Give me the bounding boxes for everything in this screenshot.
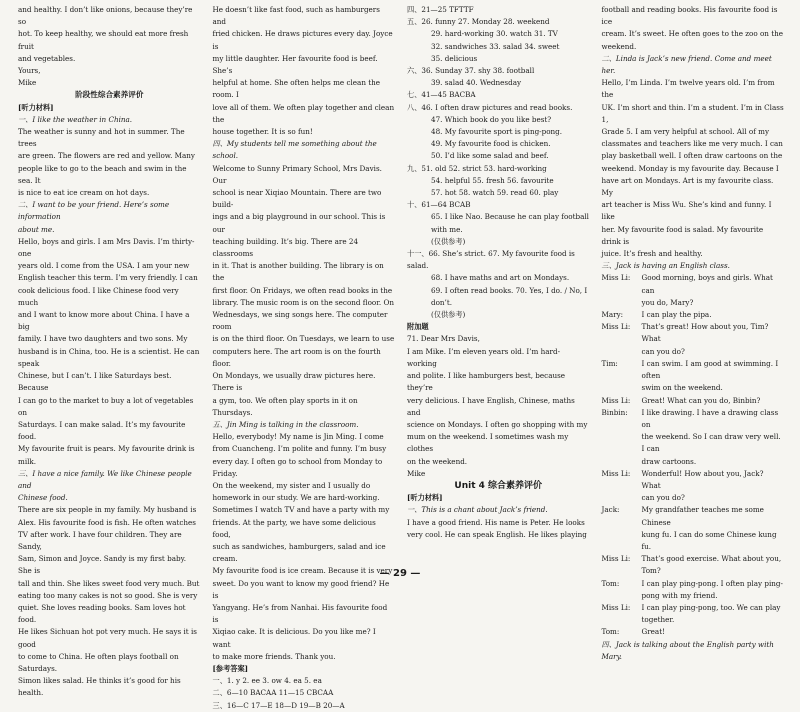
dialogue-line xyxy=(602,504,785,528)
text-line: 39. salad 40. Wednesday xyxy=(431,78,522,88)
speaker-label xyxy=(602,456,642,468)
speaker-label: Mary: xyxy=(601,310,624,320)
text-line: science on Mondays. I often go shopping with my xyxy=(407,419,588,429)
question-prompt: 五、Jin Ming is talking in the classroom. xyxy=(212,419,359,429)
dialogue-text: Great! What can you do, Binbin? xyxy=(641,395,761,405)
text-line: The weather is sunny and hot in summer. The trees xyxy=(18,127,185,149)
text-line: 54. helpful 55. fresh 56. favourite xyxy=(431,175,554,185)
sub-heading: [听力材料] xyxy=(18,102,54,112)
dialogue-text: draw cartoons. xyxy=(641,456,697,466)
text-line: homework in our study. We are hard-working. xyxy=(212,493,380,503)
text-line: classmates and teachers like me very much. I can xyxy=(601,139,783,149)
question-prompt: 三、Jack is having an English class. xyxy=(601,261,730,271)
speaker-label: Miss Li: xyxy=(601,273,631,283)
text-line: 48. My favourite sport is ping-pong. xyxy=(431,127,563,137)
text-line: fried chicken. He draws pictures every day. Joyce is xyxy=(212,29,393,51)
column-3 xyxy=(407,4,590,564)
text-line: hot. To keep healthy, we should eat more fresh fruit xyxy=(18,29,189,51)
dialogue-text: pong with my friend. xyxy=(641,590,718,600)
dialogue-line xyxy=(602,272,785,296)
dialogue-text: I can swim. I am good at swimming. I often xyxy=(641,358,779,381)
text-line: 七、41—45 BACBA xyxy=(407,90,476,100)
text-line: have art on Mondays. Art is my favourite class. My xyxy=(601,175,774,198)
text-line: house together. It is so fun! xyxy=(212,127,313,137)
text-line: 五、26. funny 27. Monday 28. weekend xyxy=(407,17,550,27)
dialogue-line xyxy=(602,395,785,407)
sub-heading: 附加题 xyxy=(407,322,429,332)
text-line: Yours, xyxy=(18,66,41,76)
text-line: family. I have two daughters and two sons. My xyxy=(18,334,188,344)
text-line: on the weekend. xyxy=(407,456,468,466)
text-line: and vegetables. xyxy=(18,53,76,63)
sub-heading: [参考答案] xyxy=(212,663,249,673)
text-line: and I want to know more about China. I have a big xyxy=(18,310,190,332)
text-line: My favourite food is ice cream. Because it is very xyxy=(212,566,393,576)
text-line: cream. It’s sweet. He often goes to the zoo on the xyxy=(601,29,783,39)
text-line: 八、46. I often draw pictures and read books. xyxy=(407,102,573,112)
dialogue-line xyxy=(602,382,785,394)
dialogue-text: I like drawing. I have a drawing class on xyxy=(641,407,779,429)
speaker-label xyxy=(602,297,642,309)
text-line: are green. The flowers are red and yellow. Many xyxy=(18,151,195,161)
text-line: in it. That is another building. The library is on the xyxy=(212,261,384,283)
text-line: weekend. Monday is my favourite day. Because I xyxy=(601,163,779,173)
speaker-label: Miss Li: xyxy=(601,554,631,564)
text-line: from Cuancheng. I’m polite and funny. I’m busy xyxy=(212,444,387,454)
text-line: Mike xyxy=(18,78,37,88)
text-line: tall and thin. She likes sweet food very much. But xyxy=(18,578,200,588)
question-prompt: 一、I like the weather in China. xyxy=(18,114,133,124)
text-line: TV after work. I have four children. They are Sandy, xyxy=(18,529,182,551)
text-line: husband is in China, too. He is a scientist. He can speak xyxy=(18,346,200,368)
text-line: Grade 5. I am very helpful at school. All of my xyxy=(601,127,770,137)
text-line: 一、1. y 2. ee 3. ow 4. ea 5. ea xyxy=(212,676,322,686)
text-line: English teacher this term. I’m very friendly. I can xyxy=(18,273,198,283)
text-line: very delicious. I have English, Chinese, maths and xyxy=(407,395,575,417)
dialogue-text: kung fu. I can do some Chinese kung fu. xyxy=(641,529,777,551)
dialogue-text: That’s good exercise. What about you, Tom? xyxy=(641,554,782,576)
speaker-label: Miss Li: xyxy=(601,468,631,478)
text-line: mum on the weekend. I sometimes wash my clothes xyxy=(407,432,569,454)
dialogue-text: swim on the weekend. xyxy=(641,383,723,393)
column-2 xyxy=(212,4,396,710)
text-line: ings and a big playground in our school. This is our xyxy=(212,212,386,234)
text-line: 32. sandwiches 33. salad 34. sweet xyxy=(431,41,560,51)
text-line: 十、61—64 BCAB xyxy=(407,200,471,210)
text-line: Simon likes salad. He thinks it’s good for his health. xyxy=(18,676,181,698)
dialogue-text: can you do? xyxy=(641,493,685,503)
dialogue-text: Good morning, boys and girls. What can xyxy=(641,273,773,295)
text-line: There are six people in my family. My husband is xyxy=(18,505,197,515)
text-line: I am Mike. I’m eleven years old. I’m hard-working xyxy=(407,346,561,368)
dialogue-line xyxy=(602,407,785,431)
text-line: years old. I come from the USA. I am your new xyxy=(18,261,190,271)
text-line: friends. At the party, we have some delicious food, xyxy=(212,517,376,539)
text-line: 三、16—C 17—E 18—D 19—B 20—A xyxy=(212,700,345,710)
text-line: people like to go to the beach and swim in the sea. It xyxy=(18,163,187,185)
sub-heading: [听力材料] xyxy=(407,493,443,503)
dialogue-text: you do, Mary? xyxy=(641,297,694,307)
text-line: weekend. xyxy=(601,41,637,51)
text-line: 47. Which book do you like best? xyxy=(431,114,552,124)
text-line: is nice to eat ice cream on hot days. xyxy=(18,188,150,198)
text-line: every day. I often go to school from Monday to Friday. xyxy=(212,456,383,478)
text-line: 71. Dear Mrs Davis, xyxy=(407,334,480,344)
speaker-label xyxy=(602,492,642,504)
dialogue-line xyxy=(602,321,785,345)
text-line: 68. I have maths and art on Mondays. xyxy=(431,273,570,283)
text-line: quiet. She loves reading books. Sam loves hot food. xyxy=(18,602,186,625)
text-line: teaching building. It’s big. There are 24 classrooms xyxy=(212,236,359,259)
text-line: Alex. His favourite food is fish. He often watches xyxy=(18,517,196,527)
text-line: play basketball well. I often draw cartoons on the xyxy=(601,151,783,161)
text-line: a gym, too. We often play sports in it on Thursdays. xyxy=(212,395,358,417)
column-4 xyxy=(601,4,785,661)
dialogue-line xyxy=(602,309,785,321)
text-line: Xiqiao cake. It is delicious. Do you like me? I want xyxy=(212,627,376,649)
dialogue-text: I can play ping-pong. I often play ping- xyxy=(641,578,783,588)
text-line: Hello, I’m Linda. I’m twelve years old. I’m from the xyxy=(601,78,775,100)
speaker-label: Binbin: xyxy=(601,407,628,417)
text-line: cook delicious food. I like Chinese food very much xyxy=(18,285,179,307)
text-line: is on the third floor. On Tuesdays, we learn to use xyxy=(212,334,395,344)
dialogue-line xyxy=(602,590,785,602)
text-line: and healthy. I don’t like onions, because they’re so xyxy=(18,5,193,27)
dialogue-line xyxy=(602,602,785,614)
dialogue-text: together. xyxy=(641,615,675,625)
text-line: He doesn’t like fast food, such as hamburgers and xyxy=(212,5,380,27)
question-prompt: 四、Jack is talking about the English party with Mary. xyxy=(601,639,774,661)
text-line: UK. I’m short and thin. I’m a student. I’m in Class 1, xyxy=(601,102,784,124)
section-heading: Unit 4 综合素养评价 xyxy=(454,480,543,491)
text-line: 六、36. Sunday 37. shy 38. football xyxy=(407,66,535,76)
text-line: 57. hot 58. watch 59. read 60. play xyxy=(431,188,559,198)
question-prompt: Chinese food. xyxy=(18,493,68,503)
text-line: my little daughter. Her favourite food is beef. She’s xyxy=(212,53,378,76)
text-line: 九、51. old 52. strict 53. hard-working xyxy=(407,163,547,173)
text-line: Sometimes I watch TV and have a party with my xyxy=(212,505,390,515)
column-1 xyxy=(18,4,201,698)
dialogue-line xyxy=(602,346,785,358)
text-line: Welcome to Sunny Primary School, Mrs Davis. Our xyxy=(212,163,382,185)
text-line: love all of them. We often play together and clean the xyxy=(212,102,395,124)
text-line: football and reading books. His favourite food is ice xyxy=(601,5,778,27)
question-prompt: about me. xyxy=(18,224,55,234)
page-number: — 29 — xyxy=(379,568,421,579)
speaker-label: Miss Li: xyxy=(601,395,631,405)
dialogue-line xyxy=(602,529,785,553)
text-line: 二、6—10 BACAA 11—15 CBCAA xyxy=(212,688,334,698)
dialogue-line xyxy=(602,492,785,504)
text-line: her. My favourite food is salad. My favourite drink is xyxy=(601,224,764,246)
speaker-label xyxy=(602,346,642,358)
dialogue-line xyxy=(602,626,785,638)
section-heading: 阶段性综合素养评价 xyxy=(75,90,144,100)
dialogue-line xyxy=(602,297,785,309)
speaker-label xyxy=(602,382,642,394)
text-line: 35. delicious xyxy=(431,53,478,63)
speaker-label xyxy=(602,614,642,626)
question-prompt: 二、I want to be your friend. Here’s some information xyxy=(18,200,170,222)
text-line: 50. I’d like some salad and beef. xyxy=(431,151,549,161)
text-line: Chinese, but I can’t. I like Saturdays best. Because xyxy=(18,371,172,393)
text-line: sweet. Do you want to know my good friend? He is xyxy=(212,578,390,600)
dialogue-text: can you do? xyxy=(641,346,685,356)
text-line: Mike xyxy=(407,468,426,478)
text-line: On the weekend, my sister and I usually do xyxy=(212,480,371,490)
text-line: 四、21—25 TFTTF xyxy=(407,5,474,14)
dialogue-line xyxy=(602,431,785,455)
text-line: Yangyang. He’s from Nanhai. His favourite food is xyxy=(212,602,388,625)
text-line: I have a good friend. His name is Peter. He looks xyxy=(407,517,585,527)
speaker-label: Tom: xyxy=(601,627,620,637)
question-prompt: 一、This is a chant about Jack’s friend. xyxy=(407,505,548,515)
text-line: 65. I like Nao. Because he can play football with me. xyxy=(431,212,589,234)
dialogue-line xyxy=(602,468,785,492)
text-line: school is near Xiqiao Mountain. There are two build- xyxy=(212,188,382,210)
text-line: (仅供参考) xyxy=(431,236,466,246)
text-line: to make more friends. Thank you. xyxy=(212,651,336,661)
dialogue-line xyxy=(602,578,785,590)
text-line: Wednesdays, we sing songs here. The computer room xyxy=(212,310,388,332)
text-line: Hello, boys and girls. I am Mrs Davis. I’m thirty-one xyxy=(18,236,195,259)
dialogue-text: That’s great! How about you, Tim? What xyxy=(641,322,769,344)
speaker-label: Miss Li: xyxy=(601,602,631,612)
speaker-label: Tim: xyxy=(601,358,618,368)
text-line: first floor. On Fridays, we often read books in the xyxy=(212,285,393,295)
text-line: Hello, everybody! My name is Jin Ming. I come xyxy=(212,432,384,442)
text-line: Saturdays. I can make salad. It’s my favourite food. xyxy=(18,419,186,442)
text-line: 49. My favourite food is chicken. xyxy=(431,139,551,149)
speaker-label: Tom: xyxy=(601,578,620,588)
dialogue-text: Wonderful! How about you, Jack? What xyxy=(641,468,764,490)
text-line: Sam, Simon and Joyce. Sandy is my first baby. She is xyxy=(18,554,186,576)
speaker-label xyxy=(602,529,642,553)
text-line: juice. It’s fresh and healthy. xyxy=(601,249,703,259)
question-prompt: 二、Linda is Jack’s new friend. Come and meet her. xyxy=(601,53,772,76)
dialogue-line xyxy=(602,358,785,382)
dialogue-text: I can play the pipa. xyxy=(641,310,712,320)
text-line: I can go to the market to buy a lot of vegetables on xyxy=(18,395,194,417)
speaker-label xyxy=(602,431,642,455)
text-line: library. The music room is on the second floor. On xyxy=(212,297,394,307)
text-line: (仅供参考) xyxy=(431,310,466,320)
text-line: such as sandwiches, hamburgers, salad and ice cream. xyxy=(212,541,386,564)
text-line: On Mondays, we usually draw pictures here. There is xyxy=(212,371,376,393)
dialogue-text: My grandfather teaches me some Chinese xyxy=(641,505,764,527)
dialogue-text: Great! xyxy=(641,627,665,637)
text-line: helpful at home. She often helps me clean the room. I xyxy=(212,78,380,100)
text-line: to come to China. He often plays football on Saturdays. xyxy=(18,651,179,673)
question-prompt: 四、My students tell me something about the school. xyxy=(212,139,377,161)
dialogue-line xyxy=(602,456,785,468)
page-body xyxy=(18,4,784,710)
text-line: art teacher is Miss Wu. She’s kind and funny. I like xyxy=(601,200,772,222)
text-line: and polite. I like hamburgers best, because they’re xyxy=(407,371,566,393)
dialogue-text: I can play ping-pong, too. We can play xyxy=(641,602,781,612)
text-line: 十一、66. She’s strict. 67. My favourite food is salad. xyxy=(407,249,575,271)
text-line: very cool. He can speak English. He likes playing xyxy=(407,529,587,539)
dialogue-text: the weekend. So I can draw very well. I can xyxy=(641,432,781,454)
text-line: He likes Sichuan hot pot very much. He says it is good xyxy=(18,627,197,649)
text-line: 69. I often read books. 70. Yes, I do. / No, I don’t. xyxy=(431,285,588,307)
text-line: eating too many cakes is not so good. She is very xyxy=(18,590,198,600)
question-prompt: 三、I have a nice family. We like Chinese people and xyxy=(18,468,192,490)
dialogue-line xyxy=(602,614,785,626)
speaker-label: Miss Li: xyxy=(601,322,631,332)
speaker-label xyxy=(602,590,642,602)
text-line: computers here. The art room is on the fourth floor. xyxy=(212,346,381,368)
text-line: My favourite fruit is pears. My favourite drink is milk. xyxy=(18,444,195,466)
speaker-label: Jack: xyxy=(601,505,620,515)
text-line: 29. hard-working 30. watch 31. TV xyxy=(431,29,558,39)
